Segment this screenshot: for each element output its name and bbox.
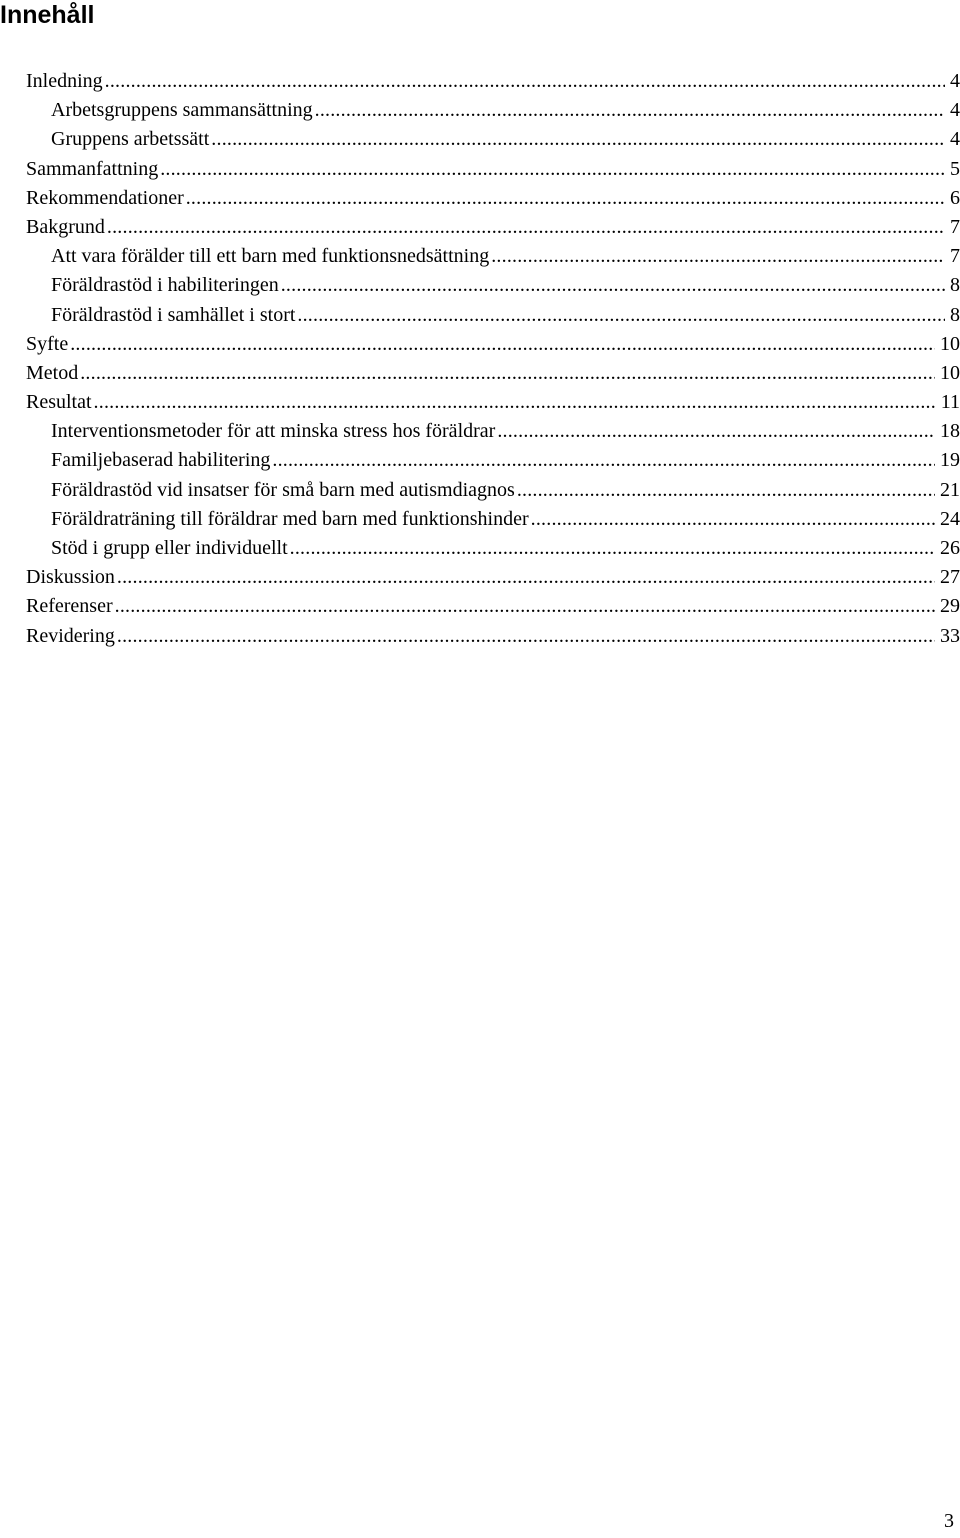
toc-dot-leader xyxy=(117,622,935,651)
toc-entry-page: 8 xyxy=(950,303,960,326)
toc-dot-leader xyxy=(94,388,936,417)
toc-entry-page: 21 xyxy=(940,478,960,501)
toc-dot-leader xyxy=(70,330,935,359)
toc-entry-page: 10 xyxy=(940,332,960,355)
toc-entry-title: Rekommendationer xyxy=(26,186,184,209)
toc-entry-page: 27 xyxy=(940,566,960,589)
toc-entry[interactable] xyxy=(26,125,960,154)
toc-entry-title: Stöd i grupp eller individuellt xyxy=(51,537,288,559)
toc-entry-title: Sammanfattning xyxy=(26,157,159,180)
toc-entry[interactable] xyxy=(26,417,960,446)
toc-entry-page: 6 xyxy=(950,186,960,209)
toc-entry[interactable] xyxy=(26,271,960,300)
toc-entry-title: Föräldrastöd i habiliteringen xyxy=(51,274,279,297)
toc-entry[interactable] xyxy=(26,184,960,213)
toc-entry-title: Föräldraträning till föräldrar med barn med funktionshinder xyxy=(51,507,529,530)
toc-entry-page: 10 xyxy=(940,361,960,384)
toc-dot-leader xyxy=(297,301,945,330)
toc-entry-title: Föräldrastöd vid insatser för små barn med autismdiagnos xyxy=(51,478,515,501)
toc-entry[interactable] xyxy=(26,67,960,96)
toc-dot-leader xyxy=(517,476,935,505)
toc-entry[interactable] xyxy=(26,563,960,592)
toc-entry[interactable] xyxy=(26,534,960,563)
toc-entry-title: Att vara förälder till ett barn med funktionsnedsättning xyxy=(51,245,490,268)
toc-entry-title: Diskussion xyxy=(26,566,115,589)
toc-entry[interactable] xyxy=(26,96,960,125)
toc-entry-title: Gruppens arbetssätt xyxy=(51,128,210,151)
toc-entry[interactable] xyxy=(26,505,960,534)
toc-entry-page: 4 xyxy=(950,128,960,151)
page-number: 3 xyxy=(944,1510,954,1532)
toc-entry-title: Arbetsgruppens sammansättning xyxy=(51,99,313,122)
toc-entry-page: 19 xyxy=(940,449,960,472)
toc-dot-leader xyxy=(211,125,945,154)
toc-entry[interactable] xyxy=(26,622,960,651)
toc-entry[interactable] xyxy=(26,476,960,505)
toc-dot-leader xyxy=(491,242,945,271)
toc-entry-page: 4 xyxy=(950,70,960,92)
toc-dot-leader xyxy=(105,67,945,96)
toc-entry-page: 8 xyxy=(950,274,960,297)
toc-entry-page: 5 xyxy=(950,157,960,180)
toc-entry-page: 33 xyxy=(940,624,960,647)
toc-entry-title: Metod xyxy=(26,361,79,384)
toc-entry-page: 26 xyxy=(940,537,960,559)
toc-entry-title: Interventionsmetoder för att minska stress hos föräldrar xyxy=(51,420,496,443)
toc-entry-title: Föräldrastöd i samhället i stort xyxy=(51,303,296,326)
table-of-contents xyxy=(26,67,960,651)
toc-dot-leader xyxy=(290,534,935,563)
toc-dot-leader xyxy=(272,446,935,475)
toc-entry-page: 7 xyxy=(950,245,960,268)
toc-dot-leader xyxy=(80,359,935,388)
toc-dot-leader xyxy=(315,96,945,125)
toc-dot-leader xyxy=(160,155,945,184)
toc-dot-leader xyxy=(531,505,935,534)
toc-entry[interactable] xyxy=(26,359,960,388)
toc-entry-page: 18 xyxy=(940,420,960,443)
toc-dot-leader xyxy=(497,417,935,446)
toc-entry[interactable] xyxy=(26,155,960,184)
toc-entry[interactable] xyxy=(26,446,960,475)
toc-entry-title: Familjebaserad habilitering xyxy=(51,449,271,472)
toc-entry-page: 7 xyxy=(950,215,960,238)
toc-dot-leader xyxy=(117,563,935,592)
toc-dot-leader xyxy=(107,213,945,242)
toc-entry-page: 24 xyxy=(940,507,960,530)
toc-entry-title: Bakgrund xyxy=(26,215,105,238)
toc-entry-page: 4 xyxy=(950,99,960,122)
toc-entry-page: 29 xyxy=(940,595,960,618)
toc-entry[interactable] xyxy=(26,388,960,417)
toc-entry[interactable] xyxy=(26,592,960,621)
toc-entry-title: Inledning xyxy=(26,70,103,92)
toc-dot-leader xyxy=(186,184,945,213)
toc-entry[interactable] xyxy=(26,330,960,359)
toc-entry-title: Resultat xyxy=(26,391,92,414)
toc-entry-title: Syfte xyxy=(26,332,69,355)
toc-dot-leader xyxy=(281,271,945,300)
toc-entry[interactable] xyxy=(26,242,960,271)
toc-entry[interactable] xyxy=(26,213,960,242)
page-title: Innehåll xyxy=(0,1,95,29)
toc-entry-title: Referenser xyxy=(26,595,113,618)
toc-entry[interactable] xyxy=(26,301,960,330)
toc-dot-leader xyxy=(115,592,935,621)
toc-entry-title: Revidering xyxy=(26,624,115,647)
toc-entry-page: 11 xyxy=(940,391,960,414)
